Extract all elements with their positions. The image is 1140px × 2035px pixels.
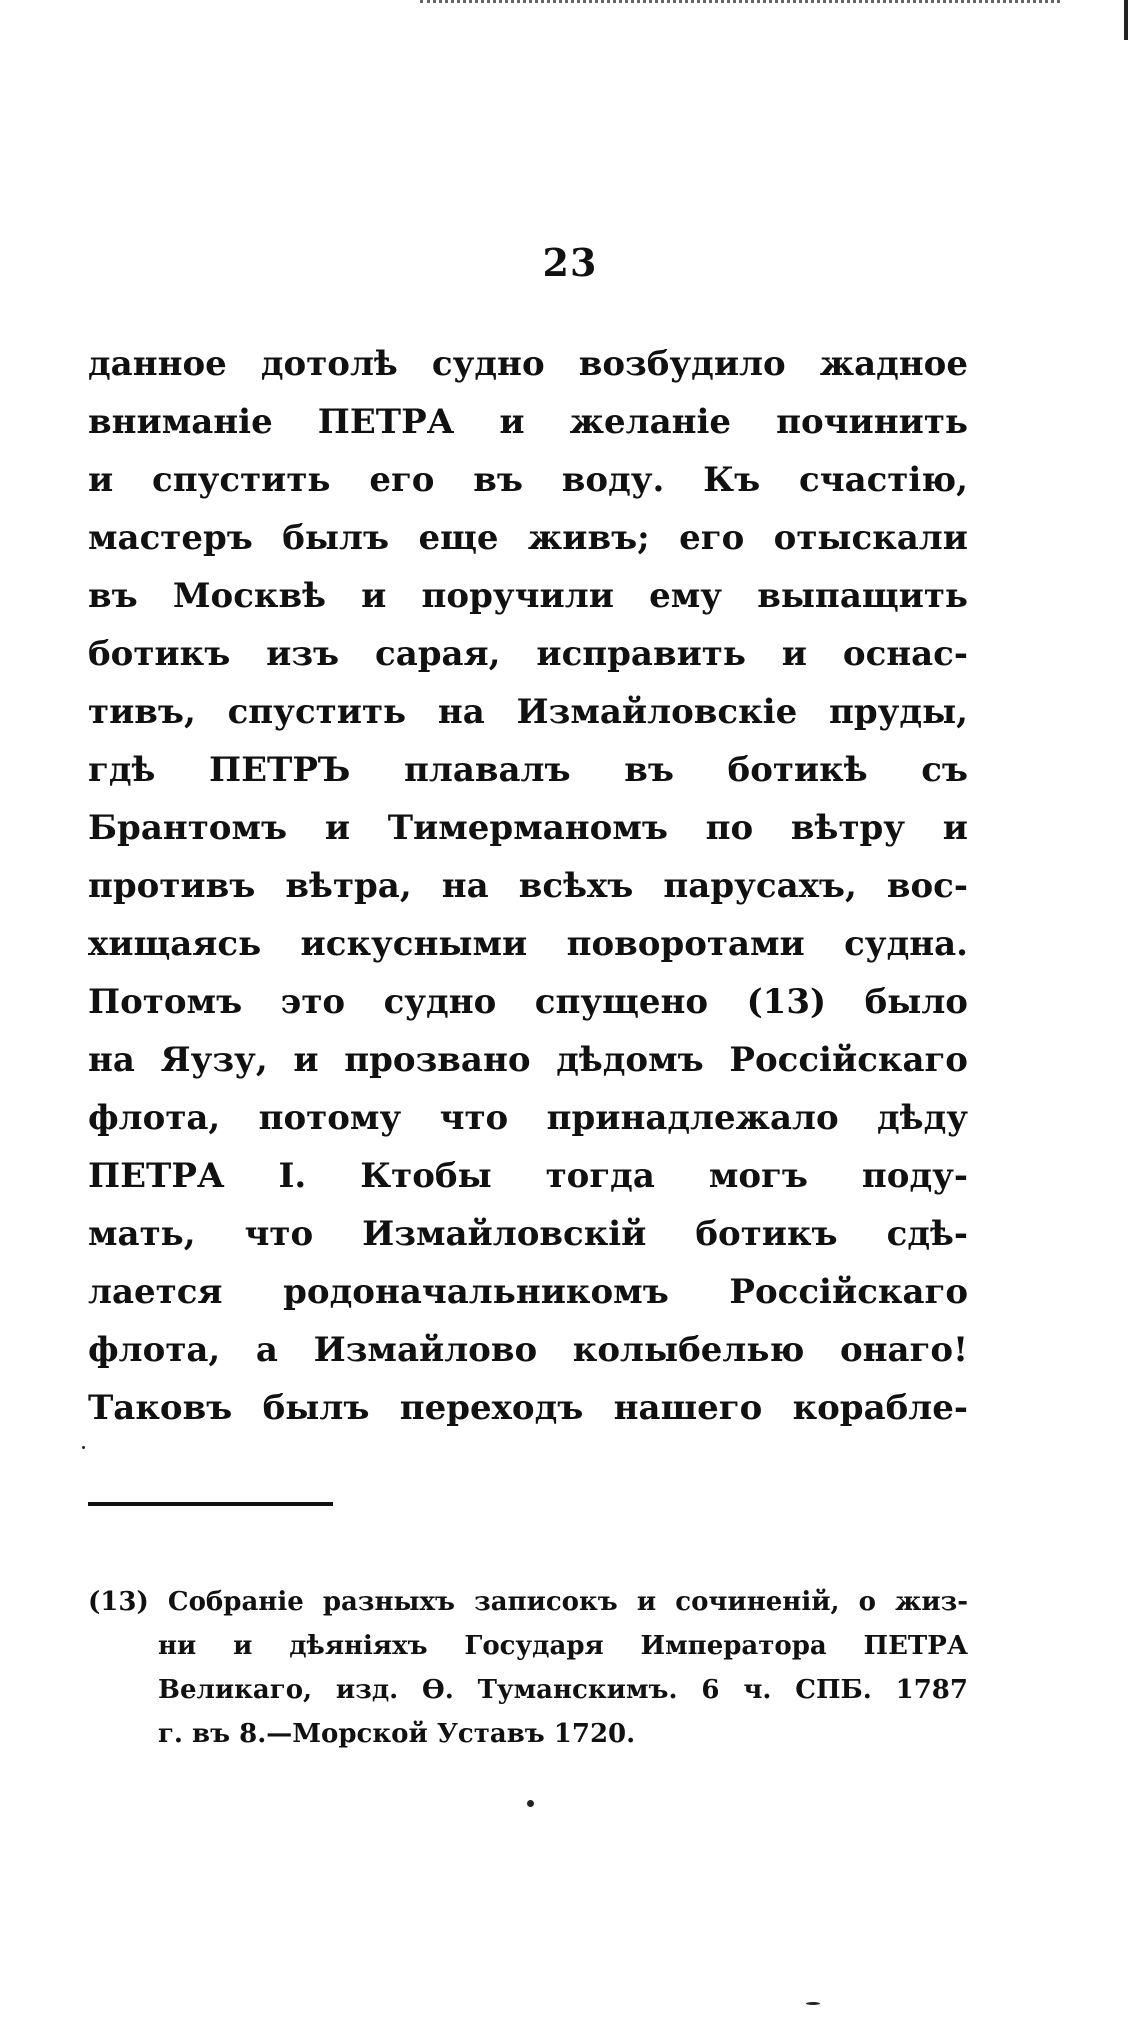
footnote-line: ни и дѣяніяхъ Государя Императора ПЕТРА	[158, 1631, 968, 1661]
text-line: ПЕТРА I. Ктобы тогда могъ поду-	[88, 1156, 968, 1196]
text-line: и спустить его въ воду. Къ счастію,	[88, 460, 968, 500]
text-line: данное дотолѣ судно возбудило жадное	[88, 344, 968, 384]
footnote-line: (13) Собраніе разныхъ записокъ и сочиненій, о жиз-	[88, 1587, 968, 1617]
text-line: гдѣ ПЕТРЪ плавалъ въ ботикѣ съ	[88, 750, 968, 790]
text-line: тивъ, спустить на Измайловскіе пруды,	[88, 692, 968, 732]
text-line: Таковъ былъ переходъ нашего корабле-	[88, 1388, 968, 1428]
main-text	[88, 335, 968, 1437]
text-line: лается родоначальникомъ Россійскаго	[88, 1272, 968, 1312]
footnote-line: Великаго, изд. Ѳ. Туманскимъ. 6 ч. СПБ. 1787	[158, 1675, 968, 1705]
text-line: флота, потому что принадлежало дѣду	[88, 1098, 968, 1138]
footnote	[88, 1580, 968, 1756]
footnote-divider	[88, 1502, 333, 1506]
text-line: Потомъ это судно спущено (13) было	[88, 982, 968, 1022]
ink-speck	[806, 2002, 820, 2005]
ink-speck	[82, 1446, 85, 1449]
text-line: мать, что Измайловскій ботикъ сдѣ-	[88, 1214, 968, 1254]
page-number: 23	[542, 240, 598, 285]
scan-right-edge	[1124, 0, 1128, 40]
text-line: флота, а Измайлово колыбелью онаго!	[88, 1330, 968, 1370]
text-line: въ Москвѣ и поручили ему выпащить	[88, 576, 968, 616]
text-line: мастеръ былъ еще живъ; его отыскали	[88, 518, 968, 558]
text-line: хищаясь искусными поворотами судна.	[88, 924, 968, 964]
text-line: Брантомъ и Тимерманомъ по вѣтру и	[88, 808, 968, 848]
text-line: противъ вѣтра, на всѣхъ парусахъ, вос-	[88, 866, 968, 906]
text-line: вниманіе ПЕТРА и желаніе починить	[88, 402, 968, 442]
text-line: на Яузу, и прозвано дѣдомъ Россійскаго	[88, 1040, 968, 1080]
scan-top-edge	[420, 0, 1060, 9]
footnote-line: г. въ 8.—Морской Уставъ 1720.	[158, 1719, 636, 1749]
ink-speck	[527, 1800, 534, 1807]
text-line: ботикъ изъ сарая, исправить и оснас-	[88, 634, 968, 674]
